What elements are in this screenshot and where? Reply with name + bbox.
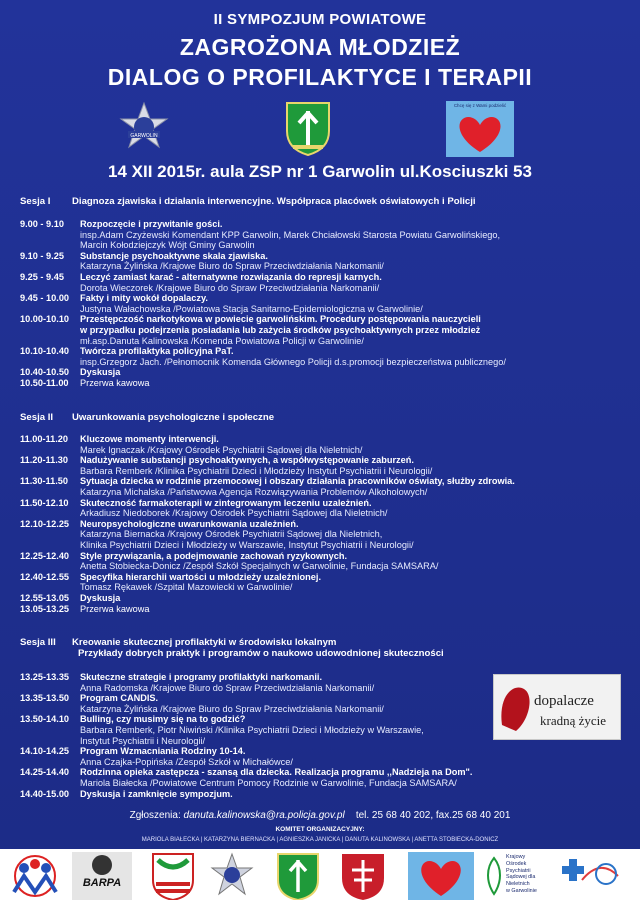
schedule-body	[80, 714, 490, 746]
schedule-body	[80, 272, 630, 293]
krajowy-text	[506, 854, 537, 895]
break-label: Przerwa kawowa	[80, 377, 150, 388]
talk-title: Substancje psychoaktywne skala zjawiska.	[80, 250, 268, 261]
session-title: Kreowanie skutecznej profilaktyki w środowisku lokalnym	[72, 637, 337, 648]
speaker-line: mł.asp.Danuta Kalinowska /Komenda Powiatowa Policji w Garwolinie/	[80, 335, 364, 346]
talk-title: Nadużywanie substancji psychoaktywnych, a współwystępowanie zaburzeń.	[80, 455, 414, 466]
dopalacze-slogan: kradną życie	[540, 713, 607, 728]
schedule-time: 12.40-12.55	[20, 571, 70, 582]
schedule-row	[20, 434, 630, 455]
talk-title: Kluczowe momenty interwencji.	[80, 434, 219, 444]
powiat-coat-of-arms	[150, 852, 196, 900]
speaker-line: Barbara Remberk /Klinika Psychiatrii Dzieci i Młodzieży Instytut Psychiatrii i Neurologii/	[80, 465, 433, 476]
title-main: ZAGROŻONA MŁODZIEŻ	[179, 34, 461, 60]
schedule-row	[20, 498, 630, 519]
red-shield-logo	[338, 852, 388, 900]
schedule-body	[80, 498, 630, 519]
session-2-schedule	[20, 434, 630, 614]
schedule-row	[20, 367, 630, 378]
speaker-line: Klinika Psychiatrii Dzieci i Młodzieży w Warszawie, Instytut Psychiatrii i Neurologii/	[80, 539, 414, 550]
talk-title: Dyskusja	[80, 367, 121, 378]
speaker-line: insp.Grzegorz Jach. /Pełnomocnik Komenda Głównego Policji d.s.promocji bezpieczeństwa publicznego/	[80, 356, 506, 367]
talk-title: Neuropsychologiczne uwarunkowania uzależnień.	[80, 518, 299, 529]
schedule-body	[80, 551, 630, 572]
schedule-row	[20, 604, 630, 615]
police-badge-logo	[115, 101, 173, 155]
speaker-line: Anna Radomska /Krajowe Biuro do Spraw Przeciwdziałania Narkomanii/	[80, 682, 375, 693]
schedule-body	[80, 593, 630, 604]
schedule-body	[80, 314, 630, 346]
talk-title: Rodzinna opieka zastępcza - szansą dla dziecka. Realizacja programu ,,Nadzieja na Dom".	[80, 767, 473, 778]
contact-label: Zgłoszenia:	[129, 810, 181, 821]
schedule-row	[20, 219, 630, 251]
schedule-row	[20, 346, 630, 367]
schedule-time: 9.00 - 9.10	[20, 219, 64, 229]
schedule-time: 14.10-14.25	[20, 746, 70, 757]
speaker-line: Katarzyna Żylińska /Krajowe Biuro do Spraw Przeciwdziałania Narkomanii/	[80, 261, 384, 272]
speaker-line: Katarzyna Żylińska /Krajowe Biuro do Spraw Przeciwdziałania Narkomanii/	[80, 703, 384, 714]
session-number: Sesja II	[20, 412, 54, 423]
heart-logo	[446, 101, 514, 157]
schedule-body	[80, 789, 490, 800]
session-title-line2: Przykłady dobrych praktyk i programów o naukowo udowodnionej skuteczności	[78, 648, 444, 659]
krajowy-line: Krajowy	[506, 854, 526, 860]
dopalacze-graphic	[493, 674, 621, 740]
schedule-body	[80, 455, 630, 476]
schedule-time: 9.25 - 9.45	[20, 271, 64, 282]
session-1-schedule	[20, 219, 630, 389]
speaker-line: Arkadiusz Niedoborek /Krajowy Ośrodek Psychiatrii Sądowej dla Nieletnich/	[80, 508, 388, 519]
schedule-time: 12.25-12.40	[20, 550, 70, 561]
contact-line	[0, 810, 640, 821]
speaker-line: Katarzyna Michalska /Państwowa Agencja Rozwiązywania Problemów Alkoholowych/	[80, 486, 428, 497]
speaker-line: Mariola Białecka /Powiatowe Centrum Pomocy Rodzinie w Garwolinie, Fundacja SAMSARA/	[80, 777, 457, 788]
schedule-time: 13.05-13.25	[20, 603, 70, 614]
speaker-line: Anetta Stobiecka-Donicz /Zespół Szkół Specjalnych w Garwolinie, Fundacja SAMSARA/	[80, 561, 439, 572]
schedule-body	[80, 519, 630, 551]
people-circle-logo	[6, 852, 64, 900]
schedule-row	[20, 272, 630, 293]
schedule-row	[20, 693, 490, 714]
committee-heading: KOMITET ORGANIZACYJNY:	[275, 826, 365, 833]
tree-icon	[484, 854, 504, 898]
krajowy-line: Ośrodek	[506, 860, 527, 867]
schedule-body	[80, 251, 630, 272]
talk-title: Program CANDIS.	[80, 693, 159, 704]
schedule-row	[20, 672, 490, 693]
schedule-time: 11.30-11.50	[20, 476, 69, 487]
contact-phones: tel. 25 68 40 202, fax.25 68 40 201	[355, 810, 511, 821]
talk-title: Bulling, czy musimy się na to godzić?	[80, 714, 246, 725]
speaker-line: Instytut Psychiatrii i Neurologii/	[80, 735, 206, 746]
symposium-number: II SYMPOZJUM POWIATOWE	[213, 11, 427, 28]
session-title: Uwarunkowania psychologiczne i społeczne	[72, 412, 275, 423]
schedule-body	[80, 693, 490, 714]
schedule-time: 10.40-10.50	[20, 367, 70, 378]
schedule-row	[20, 551, 630, 572]
dopalacze-art	[494, 675, 620, 739]
heart-icon	[446, 108, 514, 156]
title-sub: DIALOG O PROFILAKTYCE I TERAPII	[107, 64, 533, 90]
talk-title: Fakty i mity wokół dopalaczy.	[80, 293, 208, 304]
krajowy-line: w Garwolinie	[506, 887, 537, 894]
committee-members: MARIOLA BIAŁECKA | KATARZYNA BIERNACKA | AGNIESZKA JANICKA | DANUTA KALINOWSKA | ANETTA STOBIECKA-DONICZ	[141, 837, 499, 843]
schedule-time: 13.35-13.50	[20, 693, 70, 704]
event-date-location: 14 XII 2015r. aula ZSP nr 1 Garwolin ul.Kosciuszki 53	[108, 162, 532, 181]
heart-icon-small	[408, 852, 474, 900]
talk-title: Dyskusja i zamknięcie sympozjum.	[80, 788, 233, 799]
talk-title: Twórcza profilaktyka policyjna PaT.	[80, 346, 234, 357]
talk-title: Rozpoczęcie i przywitanie gości.	[80, 219, 223, 229]
speaker-line: Marcin Kołodziejczyk Wójt Gminy Garwolin	[80, 240, 255, 251]
schedule-time: 13.25-13.35	[20, 672, 70, 682]
schedule-row	[20, 293, 630, 314]
talk-title: Dyskusja	[80, 592, 121, 603]
schedule-row	[20, 251, 630, 272]
schedule-row	[20, 714, 490, 746]
speaker-line: insp.Adam Czyżewski Komendant KPP Garwolin, Marek Chciałowski Starosta Powiatu Garwolińskiego,	[80, 229, 501, 240]
schedule-time: 9.45 - 10.00	[20, 293, 70, 304]
schedule-row	[20, 789, 490, 800]
session-title: Diagnoza zjawiska i działania interwencyjne. Współpraca placówek oświatowych i Policji	[72, 196, 476, 207]
talk-title: Program Wzmacniania Rodziny 10-14.	[80, 746, 246, 757]
session-3-schedule	[20, 672, 490, 799]
session-number: Sesja III	[20, 637, 56, 648]
speaker-line: Katarzyna Biernacka /Krajowy Ośrodek Psychiatrii Sądowej dla Nieletnich,	[80, 529, 383, 540]
talk-title: Przestępczość narkotykowa w powiecie garwolińskim. Procedury postępowania nauczycieli	[80, 314, 481, 325]
schedule-time: 11.20-11.30	[20, 455, 69, 466]
schedule-body	[80, 572, 630, 593]
talk-title: Style przywiązania, a podejmowanie zachowań ryzykownych.	[80, 550, 348, 561]
schedule-row	[20, 519, 630, 551]
schedule-time: 10.50-11.00	[20, 377, 69, 388]
schedule-row	[20, 476, 630, 497]
police-badge-logo-small	[206, 852, 258, 900]
schedule-body	[80, 219, 630, 251]
barpa-label: BARPA	[82, 877, 122, 889]
talk-title: Skuteczne strategie i programy profilaktyki narkomanii.	[80, 672, 323, 682]
krajowy-osrodek-logo	[484, 852, 554, 900]
dopalacze-word: dopalacze	[534, 693, 594, 709]
schedule-row	[20, 314, 630, 346]
speaker-line: Justyna Wałachowska /Powiatowa Stacja Sanitarno-Epidemiologiczna w Garwolinie/	[80, 303, 423, 314]
schedule-row	[20, 746, 490, 767]
schedule-time: 10.10-10.40	[20, 346, 70, 357]
speaker-line: Tomasz Rękawek /Szpital Mazowiecki w Garwolinie/	[80, 582, 293, 593]
garwolin-coat-of-arms-small	[275, 852, 321, 900]
speaker-line: Marek Ignaczak /Krajowy Ośrodek Psychiatrii Sądowej dla Nieletnich/	[80, 444, 363, 455]
speaker-line: Anna Czajka-Popińska /Zespół Szkół w Michałówce/	[80, 756, 293, 767]
talk-title: Skuteczność farmakoterapii w zintegrowanym leczeniu uzależnień.	[80, 497, 372, 508]
schedule-time: 14.40-15.00	[20, 788, 70, 799]
schedule-body	[80, 767, 490, 788]
speaker-line: Dorota Wieczorek /Krajowe Biuro do Spraw Przeciwdziałania Narkomanii/	[80, 282, 380, 293]
garwolin-coat-of-arms	[285, 101, 331, 157]
schedule-row	[20, 767, 490, 788]
schedule-time: 10.00-10.10	[20, 314, 70, 325]
break-label: Przerwa kawowa	[80, 603, 150, 614]
schedule-time: 12.55-13.05	[20, 592, 70, 603]
schedule-body	[80, 476, 630, 497]
schedule-body	[80, 346, 630, 367]
krajowy-line: Nieletnich	[506, 881, 530, 888]
badge-text: GARWOLIN	[130, 133, 158, 139]
schedule-body	[80, 378, 630, 389]
schedule-row	[20, 378, 630, 389]
session-2-heading	[20, 412, 620, 423]
contact-email[interactable]: danuta.kalinowska@ra.policja.gov.pl	[183, 810, 345, 821]
barpa-logo	[72, 852, 132, 900]
schedule-time: 11.00-11.20	[20, 434, 69, 444]
talk-title: Sytuacja dziecka w rodzinie przemocowej i obszary działania pracowników oświaty, służby zdrowia.	[80, 476, 515, 487]
schedule-body	[80, 746, 490, 767]
schedule-body	[80, 604, 630, 615]
session-1-heading	[20, 196, 620, 207]
heart-caption: Chcę się z Wami podzielić	[453, 103, 507, 108]
talk-title: Leczyć zamiast karać - alternatywne rozwiązania do represji karnych.	[80, 271, 382, 282]
speaker-line: Barbara Remberk, Piotr Niwiński /Klinika Psychiatrii Dzieci i Młodzieży w Warszawie,	[80, 724, 424, 735]
schedule-body	[80, 367, 630, 378]
schedule-time: 12.10-12.25	[20, 518, 70, 529]
blue-cross-logo	[560, 852, 634, 900]
heart-logo-small	[408, 852, 474, 900]
schedule-row	[20, 572, 630, 593]
krajowy-line: Psychiatrii	[506, 867, 531, 874]
barpa-emblem	[92, 855, 112, 875]
schedule-body	[80, 672, 490, 693]
krajowy-line: Sądowej dla	[506, 874, 536, 881]
schedule-body	[80, 293, 630, 314]
schedule-body	[80, 434, 630, 455]
schedule-time: 14.25-14.40	[20, 767, 70, 778]
schedule-time: 13.50-14.10	[20, 714, 70, 725]
schedule-row	[20, 593, 630, 604]
session-3-heading	[20, 637, 620, 659]
session-number: Sesja I	[20, 196, 51, 207]
schedule-row	[20, 455, 630, 476]
talk-title-line2: w przypadku podejrzenia posiadania lub zażycia środków psychoaktywnych przez młodzież	[80, 324, 481, 335]
schedule-time: 11.50-12.10	[20, 497, 69, 508]
talk-title: Specyfika hierarchii wartości u młodzieży uzależnionej.	[80, 571, 321, 582]
schedule-time: 9.10 - 9.25	[20, 250, 64, 261]
